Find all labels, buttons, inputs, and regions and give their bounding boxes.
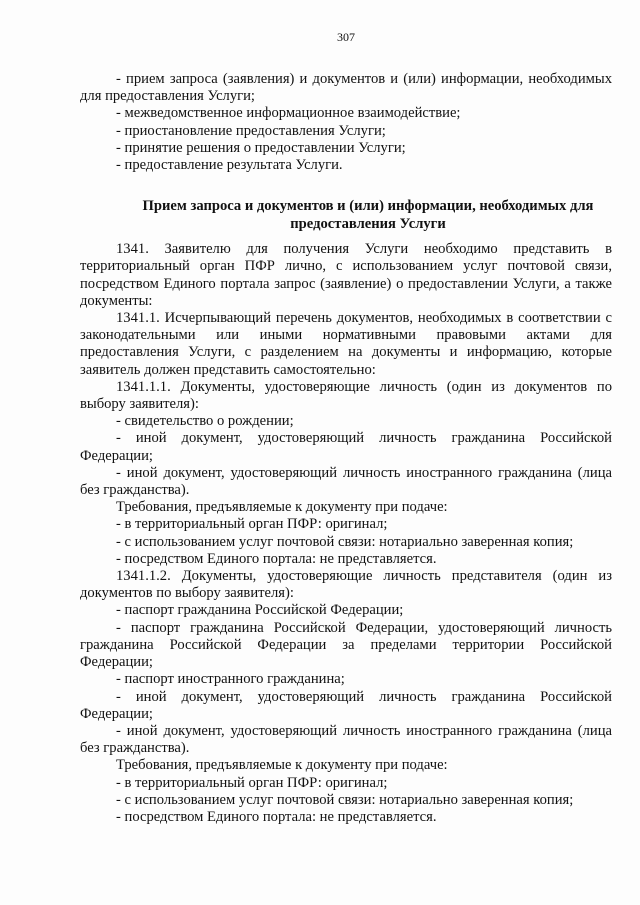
intro-item: - принятие решения о предоставлении Услуги; xyxy=(116,139,406,156)
requirement-item: - с использованием услуг почтовой связи: нотариально заверенная копия; xyxy=(116,791,574,808)
section-heading: Прием запроса и документов и (или) информации, необходимых для предоставления Услуги xyxy=(142,198,594,232)
requirement-item: - в территориальный орган ПФР: оригинал; xyxy=(116,516,388,533)
list-item: - иной документ, удостоверяющий личность гражданина Российской Федерации; xyxy=(80,688,612,722)
intro-item: - межведомственное информационное взаимодействие; xyxy=(116,105,461,122)
list-item: - свидетельство о рождении; xyxy=(116,413,294,430)
requirement-item: - в территориальный орган ПФР: оригинал; xyxy=(116,774,388,791)
requirements-title: Требования, предъявляемые к документу при подаче: xyxy=(116,757,448,774)
list-item: - паспорт иностранного гражданина; xyxy=(116,671,345,688)
spacer xyxy=(80,174,612,198)
intro-item-reception: - прием запроса (заявления) и документов и (или) информации, необходимых для предоставления Услуги; xyxy=(80,71,612,105)
list-item: - иной документ, удостоверяющий личность иностранного гражданина (лица без гражданства). xyxy=(80,722,612,757)
list-item: - иной документ, удостоверяющий личность иностранного гражданина (лица без гражданства). xyxy=(80,464,612,499)
list-item: - иной документ, удостоверяющий личность гражданина Российской Федерации; xyxy=(80,430,612,464)
requirement-item: - посредством Единого портала: не представляется. xyxy=(116,550,437,567)
paragraph-1341-1-1: 1341.1.1. Документы, удостоверяющие личность (один из документов по выбору заявителя): xyxy=(80,378,612,413)
requirements-title: Требования, предъявляемые к документу при подаче: xyxy=(116,499,448,516)
page-number: 307 xyxy=(337,30,355,44)
intro-item: - приостановление предоставления Услуги; xyxy=(116,122,386,139)
paragraph-1341: 1341. Заявителю для получения Услуги необходимо представить в территориальный орган ПФР лично, с использованием услуг почтовой связи, посредством Единого портала запрос (заявление) о предоставлении Услуги, а также документы: xyxy=(80,241,612,309)
requirement-item: - с использованием услуг почтовой связи: нотариально заверенная копия; xyxy=(116,533,574,550)
requirement-item: - посредством Единого портала: не представляется. xyxy=(116,808,437,825)
list-item: - паспорт гражданина Российской Федерации; xyxy=(116,602,404,619)
paragraph-1341-1-2: 1341.1.2. Документы, удостоверяющие личность представителя (один из документов по выбору заявителя): xyxy=(80,568,612,602)
list-item: - паспорт гражданина Российской Федерации, удостоверяющий личность гражданина Российской Федерации за пределами территории Российской Федерации; xyxy=(80,619,612,671)
intro-item: - предоставление результата Услуги. xyxy=(116,157,343,174)
paragraph-1341-1: 1341.1. Исчерпывающий перечень документов, необходимых в соответствии с законодательными или иными нормативными правовыми актами для предоставления Услуги, с разделением на документы и информацию, которые заявитель должен представить самостоятельно: xyxy=(80,310,612,378)
